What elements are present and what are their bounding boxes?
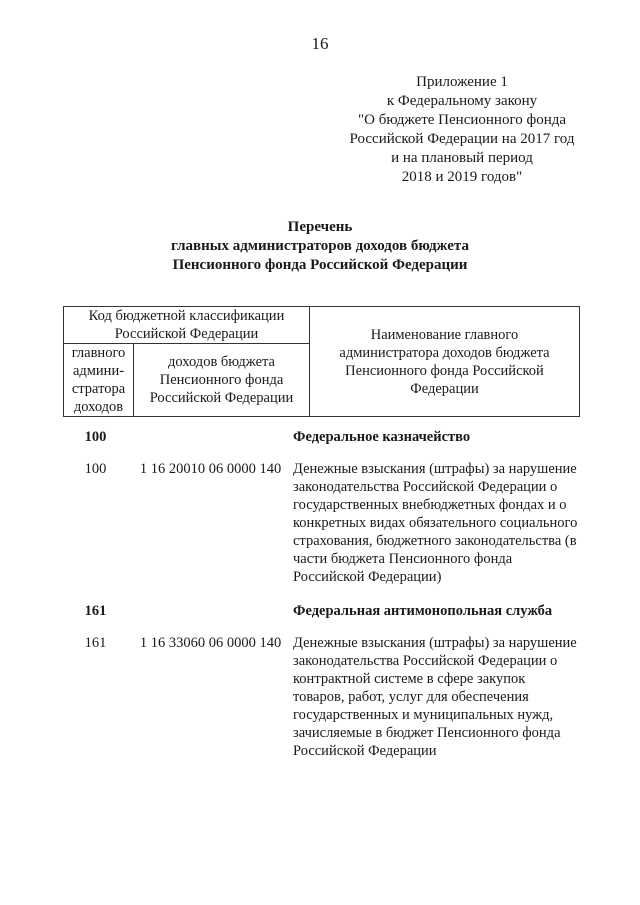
- code-group-header: Код бюджетной классификации Российской Федерации: [64, 307, 310, 344]
- appendix-line: Приложение 1: [416, 74, 508, 90]
- administrator-name: Федеральная антимонопольная служба: [293, 603, 553, 619]
- appendix-line: Российской Федерации на 2017 год: [349, 131, 575, 147]
- admin-code: 100: [84, 429, 107, 445]
- administrator-name: Федеральное казначейство: [293, 429, 471, 445]
- title-line: Пенсионного фонда Российской Федерации: [172, 257, 468, 273]
- appendix-line: 2018 и 2019 годов": [401, 169, 523, 185]
- budget-code: 1 16 33060 06 0000 140: [139, 635, 282, 651]
- revenue-description: Денежные взыскания (штрафы) за нарушение законодательства Российской Федерации о контрактной системе в сфере закупок товаров, работ, услуг для обеспечения государственных и муниципальных нужд, зачисляемые в бюджет Пенсионного фонда Российской Федерации: [293, 635, 577, 759]
- budget-code: [128, 428, 293, 446]
- document-title: [0, 218, 640, 275]
- admin-code: 161: [84, 603, 107, 619]
- budget-code: 1 16 20010 06 0000 140: [139, 461, 282, 477]
- budget-code: [128, 602, 293, 620]
- table-header: [63, 306, 580, 417]
- table-row: [63, 460, 580, 586]
- appendix-line: к Федеральному закону: [386, 93, 538, 109]
- name-column-header: Наименование главного администратора доходов бюджета Пенсионного фонда Российской Федерации: [310, 307, 580, 417]
- entries-list: [63, 428, 580, 760]
- title-line: Перечень: [287, 219, 353, 235]
- admin-code: 100: [84, 461, 107, 477]
- page-number: 16: [311, 34, 329, 53]
- admin-code: 161: [84, 635, 107, 651]
- table-row: [63, 602, 580, 620]
- table-row: [63, 428, 580, 446]
- appendix-line: и на плановый период: [391, 150, 533, 166]
- revenue-description: Денежные взыскания (штрафы) за нарушение законодательства Российской Федерации о государственных внебюджетных фондах и о конкретных видах обязательного социального страхования, бюджетного законодательства (в части бюджета Пенсионного фонда Российской Федерации): [293, 461, 578, 585]
- appendix-block: [312, 73, 612, 187]
- revenue-column-header: доходов бюджета Пенсионного фонда Российской Федерации: [134, 344, 310, 417]
- appendix-line: "О бюджете Пенсионного фонда: [357, 112, 567, 128]
- admin-column-header: главного админи-стратора доходов: [64, 344, 134, 417]
- table-row: [63, 634, 580, 760]
- title-line: главных администраторов доходов бюджета: [171, 238, 469, 254]
